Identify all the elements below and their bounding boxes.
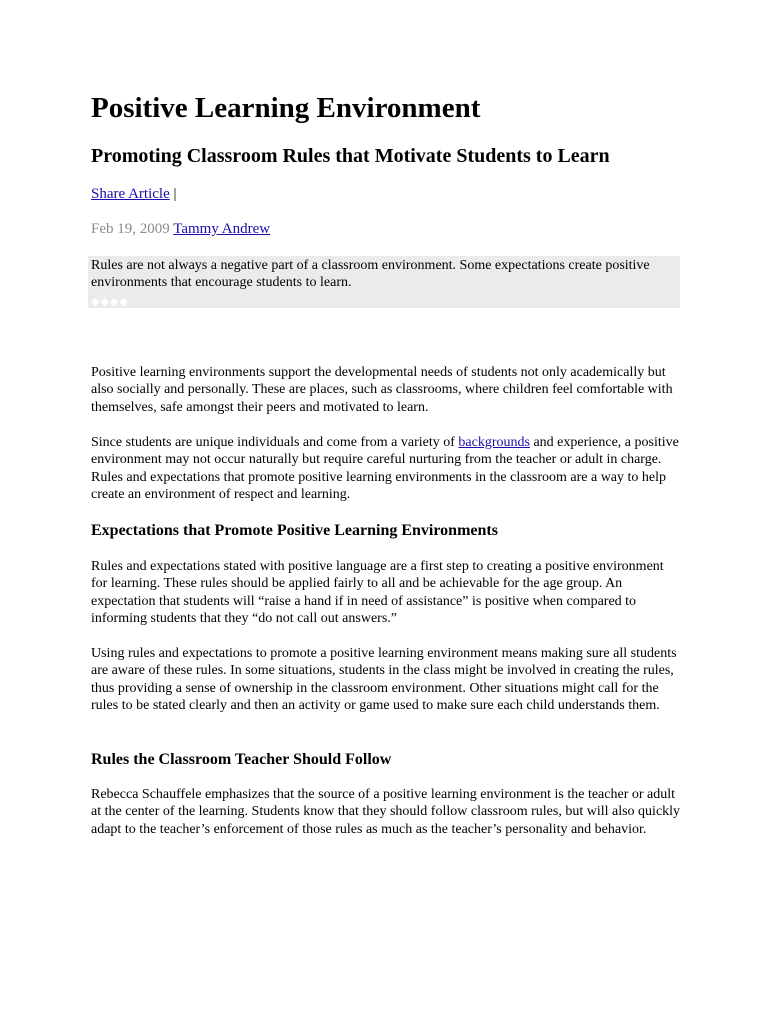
body-paragraph: Rebecca Schauffele emphasizes that the source of a positive learning environment is the teacher or adult at the center of the learning. Students know that they should follow classroom rules, but will also quickly adapt to the teacher’s enforcement of those rules as much as the teacher’s personality and behavior. — [91, 787, 681, 837]
body-paragraph — [91, 434, 681, 504]
paragraph-text: and experience, a positive environment may not occur naturally but require careful nurturing from the teacher or adult in charge. Rules and expectations that promote positive learning environments in the classroom are a way to help create an environment of respect and learning. — [91, 435, 679, 503]
article-title: Positive Learning Environment — [91, 92, 481, 124]
article-summary-box — [88, 256, 680, 308]
body-paragraph: Positive learning environments support the developmental needs of students not only academically but also socially and personally. These are places, such as classrooms, where children feel comfortable with themselves, safe amongst their peers and motivated to learn. — [91, 365, 673, 415]
backgrounds-link[interactable]: backgrounds — [458, 435, 530, 450]
share-separator: | — [169, 186, 177, 202]
section-heading: Rules the Classroom Teacher Should Follow — [91, 751, 392, 768]
section-heading: Expectations that Promote Positive Learning Environments — [91, 522, 498, 539]
paragraph-text: Since students are unique individuals and come from a variety of — [91, 435, 459, 450]
body-paragraph: Using rules and expectations to promote a positive learning environment means making sure all students are aware of these rules. In some situations, students in the class might be involved in creating the rules, thus providing a sense of ownership in the classroom environment. Other situations might call for the rules to be stated clearly and then an activity or game used to make sure each child understands them. — [91, 646, 677, 714]
share-article-link[interactable]: Share Article — [91, 186, 170, 202]
article-meta — [91, 219, 681, 239]
publish-date: Feb 19, 2009 — [91, 221, 170, 237]
rating-stars-icon: ◆◆◆◆ — [91, 296, 129, 308]
share-row — [91, 184, 681, 204]
article-subtitle: Promoting Classroom Rules that Motivate Students to Learn — [91, 145, 610, 167]
author-link[interactable]: Tammy Andrew — [173, 221, 271, 237]
summary-text: Rules are not always a negative part of a classroom environment. Some expectations create positive environments that encourage students to learn. — [91, 258, 650, 290]
body-paragraph: Rules and expectations stated with positive language are a first step to creating a positive environment for learning. These rules should be applied fairly to all and be achievable for the age group. An expectation that students will “raise a hand if in need of assistance” is positive when compared to informing students that they “do not call out answers.” — [91, 559, 664, 627]
